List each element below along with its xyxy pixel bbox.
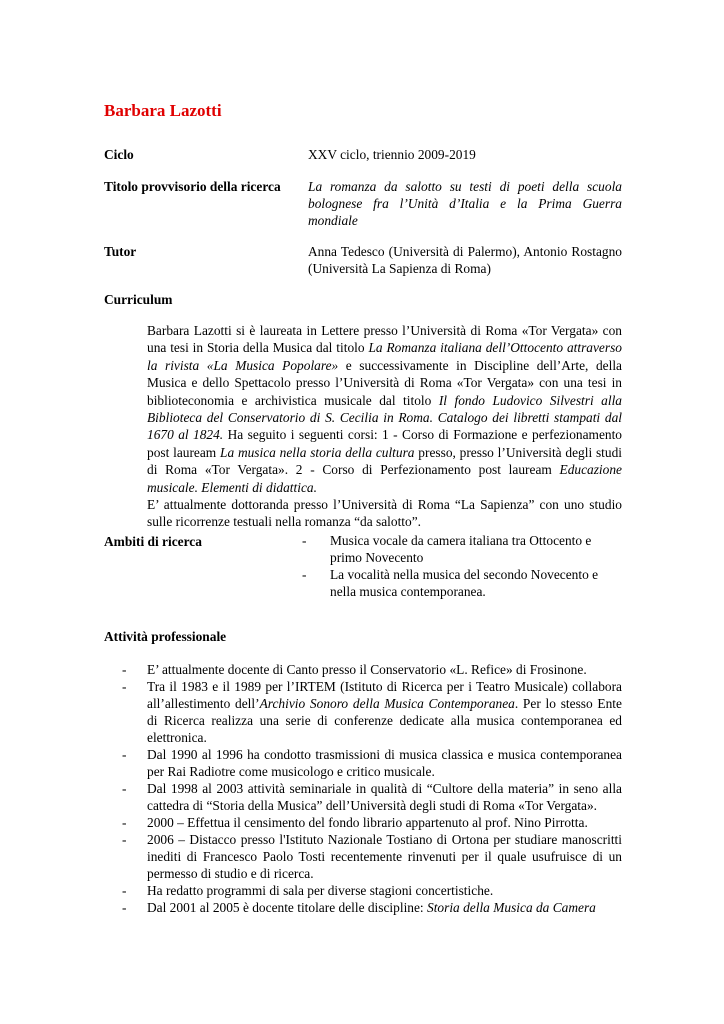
cv-course-1: La musica nella storia della cultura [220,444,415,460]
list-item [302,532,622,566]
dash-bullet: - [122,781,127,796]
list-item [120,831,622,882]
cv-text-5: E’ attualmente dottoranda presso l’Università di Roma “La Sapienza” con uno studio sulle ricorrenze testuali nella romanza “da salotto”. [147,497,622,530]
attivita-item-text: 2006 – Distacco presso l'Istituto Nazionale Tostiano di Ortona per studiare manoscritti inediti di Francesco Paolo Tosti recentemente rinvenuti per il quale usufruisce di un permesso di studio e di ricerca. [147,832,622,881]
curriculum-paragraph [147,322,622,531]
list-item [120,814,622,831]
attivita-item-text: Dal 2001 al 2005 è docente titolare delle discipline: [147,900,428,915]
cv-thesis-2: Il fondo Ludovico Silvestri alla Biblioteca del Conservatorio di S. Cecilia in Roma. Catalogo dei libretti stampati dal 1670 al 1824. [147,392,623,443]
dash-bullet: - [302,533,307,548]
list-item [120,746,622,780]
dash-bullet: - [122,883,127,898]
ciclo-label: Ciclo [104,147,134,162]
cv-course-2: Educazione musicale. Elementi di didattica. [147,462,622,495]
attivita-item-text: Tra il 1983 e il 1989 per l’IRTEM (Istituto di Ricerca per i Teatro Musicale) collabora all’allestimento dell’ [147,679,622,711]
ambiti-heading: Ambiti di ricerca [104,534,202,549]
attivita-item-text: E’ attualmente docente di Canto presso il Conservatorio «L. Refice» di Frosinone. [147,662,587,677]
attivita-item-text: Dal 1998 al 2003 attività seminariale in qualità di “Cultore della materia” in seno alla cattedra di “Storia della Musica” dell’Università degli studi di Roma «Tor Vergata». [147,781,622,813]
ambiti-list [302,532,622,600]
dash-bullet: - [122,679,127,694]
tutor-value: Anna Tedesco (Università di Palermo), Antonio Rostagno (Università La Sapienza di Roma) [308,244,622,276]
list-item [120,780,622,814]
cv-text-1: Barbara Lazotti si è laureata in Lettere presso l’Università di Roma «Tor Vergata» con una tesi in Storia della Musica dal titolo [147,323,622,356]
discipline-title: Storia della Musica da Camera [427,900,596,915]
archive-title: Archivio Sonoro della Musica Contemporanea [259,696,515,711]
ambiti-item-text: Musica vocale da camera italiana tra Ottocento e primo Novecento [330,533,592,565]
titolo-value: La romanza da salotto su testi di poeti della scuola bolognese fra l’Unità d’Italia e la Prima Guerra mondiale [308,179,622,228]
cv-text-2: e successivamente in Discipline dell’Arte, della Musica e dello Spettacolo presso l’Università di Roma «Tor Vergata» con una tesi in biblioteconomia e archivistica musicale dal titolo [147,357,622,408]
attivita-item-text: . Per lo stesso Ente di Ricerca realizza una serie di conferenze dedicate alla musica contemporanea ed elettronica. [147,696,622,745]
list-item [302,566,622,600]
list-item [120,678,622,746]
attivita-item-text: 2000 – Effettua il censimento del fondo librario appartenuto al prof. Nino Pirrotta. [147,815,588,830]
ciclo-value: XXV ciclo, triennio 2009-2019 [308,147,476,162]
list-item [120,882,622,899]
tutor-label: Tutor [104,244,137,259]
attivita-heading: Attività professionale [104,629,227,644]
cv-text-3: Ha seguito i seguenti corsi: 1 - Corso di Formazione e perfezionamento post lauream [147,427,622,460]
dash-bullet: - [122,900,127,915]
dash-bullet: - [122,815,127,830]
attivita-item-text: Ha redatto programmi di sala per diverse stagioni concertistiche. [147,883,494,898]
ambiti-item-text: La vocalità nella musica del secondo Novecento e nella musica contemporanea. [330,567,599,599]
cv-thesis-1: La Romanza italiana dell’Ottocento attraverso la rivista «La Musica Popolare» [147,340,622,373]
attivita-list [120,661,622,916]
dash-bullet: - [302,567,307,582]
titolo-label: Titolo provvisorio della ricerca [104,179,281,194]
curriculum-heading: Curriculum [104,292,173,307]
page-title: Barbara Lazotti [104,101,222,120]
dash-bullet: - [122,832,127,847]
cv-text-4: presso, presso l’Università degli studi di Roma «Tor Vergata». 2 - Corso di Perfezionamento post lauream [147,444,622,478]
dash-bullet: - [122,662,127,677]
list-item [120,899,622,916]
attivita-item-text: Dal 1990 al 1996 ha condotto trasmissioni di musica classica e musica contemporanea per Rai Radiotre come musicologo e critico musicale. [147,747,622,779]
dash-bullet: - [122,747,127,762]
list-item [120,661,622,678]
